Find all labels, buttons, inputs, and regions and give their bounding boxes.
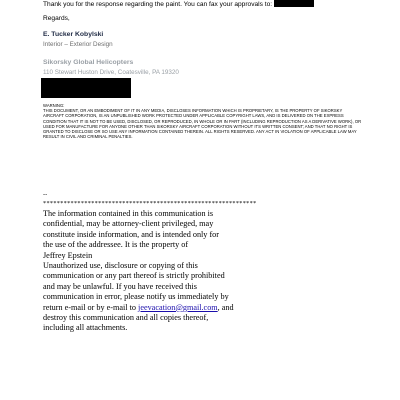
- disclaimer-line: communication in error, please notify us immediately by: [43, 292, 229, 302]
- confidentiality-disclaimer: [43, 209, 283, 334]
- intro-line: [43, 0, 314, 9]
- signature-address: 110 Stewart Huston Drive, Coatesville, PA 19320: [43, 69, 179, 76]
- signature-title: Interior – Exterior Design: [43, 41, 113, 48]
- warning-body: THIS DOCUMENT, OR AN EMBODIMENT OF IT IN ANY MEDIA, DISCLOSES INFORMATION WHICH IS PROPRIETARY, IS THE PROPERTY OF SIKORSKY AIRCRAFT CORPORATION, IS AN UNPUBLISHED WORK PROTECTED UNDER APPLICABLE COPYRIGHT LAWS, AND IS DELIVERED ON THE EXPRESS CONDITION THAT IT IS NOT TO BE USED, DISCLOSED, OR REPRODUCED, IN WHOLE OR IN PART (INCLUDING REPRODUCTION AS A DERIVATIVE WORK), OR USED FOR MANUFACTURE FOR ANYONE OTHER THAN SIKORSKY AIRCRAFT CORPORATION WITHOUT ITS WRITTEN CONSENT; AND THAT NO RIGHT IS GRANTED TO DISCLOSE OR SO USE ANY INFORMATION CONTAINED THEREIN. ALL RIGHTS RESERVED. ANY ACT IN VIOLATION OF APPLICABLE LAW MAY RESULT IN CIVIL AND CRIMINAL PENALTIES.: [43, 108, 362, 140]
- star-divider: **************************************************************: [43, 200, 257, 207]
- signature-company: Sikorsky Global Helicopters: [43, 59, 134, 66]
- warning-notice: [43, 103, 363, 139]
- disclaimer-text: , and: [217, 302, 234, 312]
- redacted-contact-block: [41, 78, 131, 98]
- disclaimer-line: the use of the addressee. It is the property of: [43, 240, 189, 250]
- email-link[interactable]: jeevacation@gmail.com: [138, 302, 218, 312]
- disclaimer-line: Unauthorized use, disclosure or copying of this: [43, 261, 198, 271]
- disclaimer-line: The information contained in this communication is: [43, 209, 214, 218]
- disclaimer-line: Jeffrey Epstein: [43, 250, 93, 260]
- disclaimer-line: including all attachments.: [43, 323, 128, 333]
- closing-text: Regards,: [43, 15, 70, 22]
- disclaimer-line: confidential, may be attorney-client privileged, may: [43, 219, 214, 229]
- disclaimer-text: return e-mail or by e-mail to: [43, 302, 136, 312]
- disclaimer-line: constitute inside information, and is intended only for: [43, 229, 219, 239]
- disclaimer-line: destroy this communication and all copies thereof,: [43, 313, 209, 323]
- signature-name: E. Tucker Kobylski: [43, 31, 104, 38]
- intro-text: Thank you for the response regarding the paint. You can fax your approvals to:: [43, 1, 273, 8]
- warning-heading: WARNING:: [43, 103, 65, 108]
- redacted-fax-number: [274, 0, 314, 7]
- signature-separator: --: [43, 191, 48, 198]
- disclaimer-line: and may be unlawful. If you have received this: [43, 281, 197, 291]
- disclaimer-line: communication or any part thereof is strictly prohibited: [43, 271, 225, 281]
- disclaimer-line-with-email: [43, 303, 283, 313]
